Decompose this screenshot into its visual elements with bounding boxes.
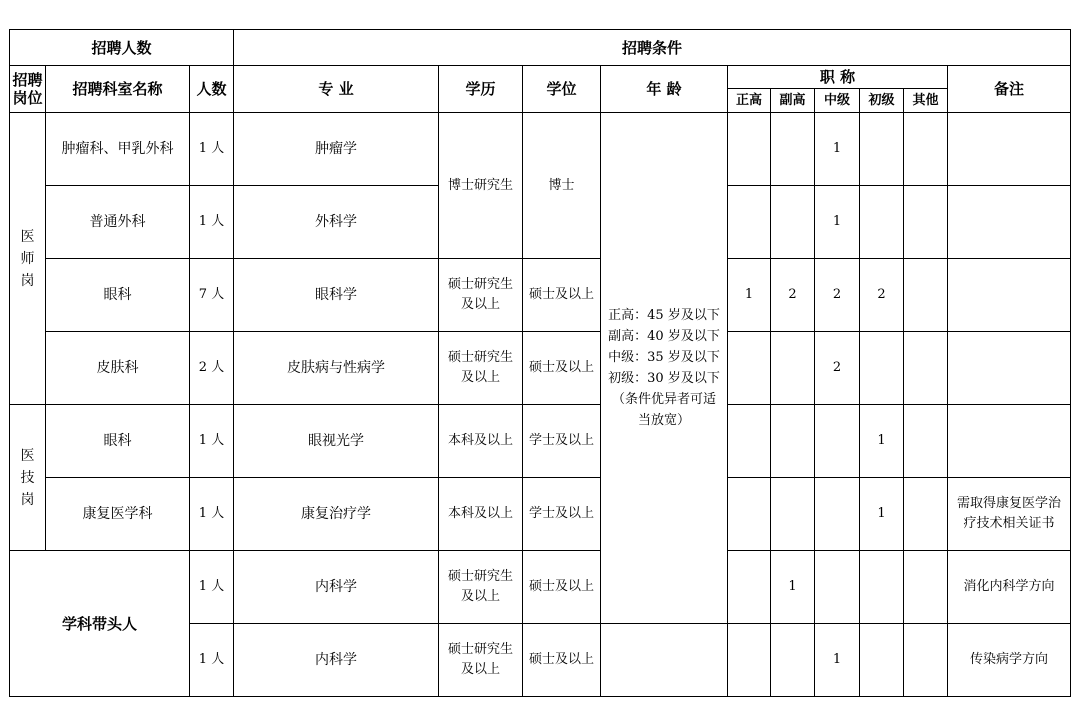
title-vice-senior-cell	[771, 624, 815, 697]
education-text: 硕士研究生及以上	[447, 350, 513, 385]
title-junior-cell: 1	[860, 405, 904, 478]
major-cell: 皮肤病与性病学	[234, 332, 439, 405]
header-title: 职 称	[728, 66, 948, 89]
degree-cell: 硕士及以上	[523, 332, 601, 405]
education-text: 硕士研究生及以上	[447, 277, 513, 312]
group-discipline-leader: 学科带头人	[10, 551, 190, 697]
count-cell: 1 人	[190, 551, 234, 624]
note-cell: 消化内科学方向	[948, 551, 1071, 624]
title-junior-cell	[860, 186, 904, 259]
degree-cell: 硕士及以上	[523, 551, 601, 624]
header-degree: 学位	[523, 66, 601, 113]
title-intermediate-cell: 2	[815, 332, 860, 405]
header-education: 学历	[439, 66, 523, 113]
title-vice-senior-cell	[771, 332, 815, 405]
title-intermediate-cell	[815, 551, 860, 624]
title-intermediate-cell	[815, 405, 860, 478]
age-cell	[601, 113, 728, 624]
degree-cell: 硕士及以上	[523, 259, 601, 332]
group-doctor	[10, 113, 46, 405]
count-cell: 1 人	[190, 624, 234, 697]
dept-cell: 肿瘤科、甲乳外科	[46, 113, 190, 186]
title-intermediate-cell: 1	[815, 113, 860, 186]
title-vice-senior-cell	[771, 478, 815, 551]
header-title-intermediate: 中级	[815, 89, 860, 113]
header-post-label: 招聘岗位	[12, 71, 43, 107]
education-cell: 本科及以上	[439, 478, 523, 551]
title-intermediate-cell	[815, 478, 860, 551]
education-cell: 本科及以上	[439, 405, 523, 478]
header-title-junior: 初级	[860, 89, 904, 113]
title-other-cell	[904, 332, 948, 405]
title-vice-senior-cell: 2	[771, 259, 815, 332]
title-intermediate-cell: 1	[815, 186, 860, 259]
count-cell: 2 人	[190, 332, 234, 405]
note-cell	[948, 405, 1071, 478]
note-cell	[948, 478, 1071, 551]
header-title-vice-senior: 副高	[771, 89, 815, 113]
education-cell	[439, 551, 523, 624]
major-cell: 肿瘤学	[234, 113, 439, 186]
age-line: 当放宽）	[637, 413, 690, 428]
major-cell: 内科学	[234, 624, 439, 697]
dept-cell: 普通外科	[46, 186, 190, 259]
title-senior-cell	[728, 405, 771, 478]
title-other-cell	[904, 113, 948, 186]
header-dept: 招聘科室名称	[46, 66, 190, 113]
degree-cell: 学士及以上	[523, 478, 601, 551]
recruitment-table	[9, 29, 1071, 697]
count-cell: 7 人	[190, 259, 234, 332]
title-other-cell	[904, 405, 948, 478]
header-title-senior: 正高	[728, 89, 771, 113]
header-age: 年 龄	[601, 66, 728, 113]
title-junior-cell: 1	[860, 478, 904, 551]
education-text: 硕士研究生及以上	[447, 569, 513, 604]
note-cell	[948, 113, 1071, 186]
title-junior-cell	[860, 551, 904, 624]
title-vice-senior-cell	[771, 405, 815, 478]
header-major: 专 业	[234, 66, 439, 113]
title-senior-cell	[728, 478, 771, 551]
header-count: 人数	[190, 66, 234, 113]
title-other-cell	[904, 551, 948, 624]
degree-cell: 博士	[523, 113, 601, 259]
title-junior-cell: 2	[860, 259, 904, 332]
title-senior-cell	[728, 551, 771, 624]
education-cell: 博士研究生	[439, 113, 523, 259]
title-vice-senior-cell	[771, 186, 815, 259]
degree-cell: 硕士及以上	[523, 624, 601, 697]
group-tech	[10, 405, 46, 551]
header-recruit-conditions: 招聘条件	[234, 30, 1071, 66]
header-recruit-count: 招聘人数	[10, 30, 234, 66]
note-cell: 传染病学方向	[948, 624, 1071, 697]
title-other-cell	[904, 259, 948, 332]
major-cell: 眼视光学	[234, 405, 439, 478]
title-junior-cell	[860, 332, 904, 405]
education-cell	[439, 259, 523, 332]
dept-cell: 皮肤科	[46, 332, 190, 405]
dept-cell: 眼科	[46, 405, 190, 478]
header-note: 备注	[948, 66, 1071, 113]
dept-cell: 康复医学科	[46, 478, 190, 551]
note-cell	[948, 332, 1071, 405]
title-senior-cell	[728, 113, 771, 186]
degree-cell: 学士及以上	[523, 405, 601, 478]
group-tech-label: 医技岗	[20, 447, 35, 508]
title-junior-cell	[860, 113, 904, 186]
note-cell	[948, 259, 1071, 332]
title-junior-cell	[860, 624, 904, 697]
header-title-other: 其他	[904, 89, 948, 113]
age-line: 副高：40 岁及以下	[608, 329, 720, 344]
title-senior-cell: 1	[728, 259, 771, 332]
major-cell: 康复治疗学	[234, 478, 439, 551]
title-senior-cell	[728, 332, 771, 405]
age-line: 中级：35 岁及以下	[608, 350, 720, 365]
title-intermediate-cell: 1	[815, 624, 860, 697]
title-vice-senior-cell	[771, 113, 815, 186]
title-other-cell	[904, 478, 948, 551]
age-line: 初级：30 岁及以下	[608, 371, 720, 386]
count-cell: 1 人	[190, 186, 234, 259]
age-cell-empty	[601, 624, 728, 697]
title-senior-cell	[728, 186, 771, 259]
education-cell	[439, 332, 523, 405]
age-line: 正高：45 岁及以下	[608, 308, 720, 323]
count-cell: 1 人	[190, 405, 234, 478]
note-cell	[948, 186, 1071, 259]
header-post	[10, 66, 46, 113]
major-cell: 眼科学	[234, 259, 439, 332]
title-other-cell	[904, 186, 948, 259]
title-intermediate-cell: 2	[815, 259, 860, 332]
count-cell: 1 人	[190, 478, 234, 551]
title-vice-senior-cell: 1	[771, 551, 815, 624]
major-cell: 内科学	[234, 551, 439, 624]
note-text: 需取得康复医学治疗技术相关证书	[956, 496, 1061, 531]
group-doctor-label: 医师岗	[20, 228, 35, 289]
title-senior-cell	[728, 624, 771, 697]
education-cell	[439, 624, 523, 697]
age-line: （条件优异者可适	[611, 392, 716, 407]
education-text: 硕士研究生及以上	[447, 642, 513, 677]
title-other-cell	[904, 624, 948, 697]
major-cell: 外科学	[234, 186, 439, 259]
dept-cell: 眼科	[46, 259, 190, 332]
count-cell: 1 人	[190, 113, 234, 186]
